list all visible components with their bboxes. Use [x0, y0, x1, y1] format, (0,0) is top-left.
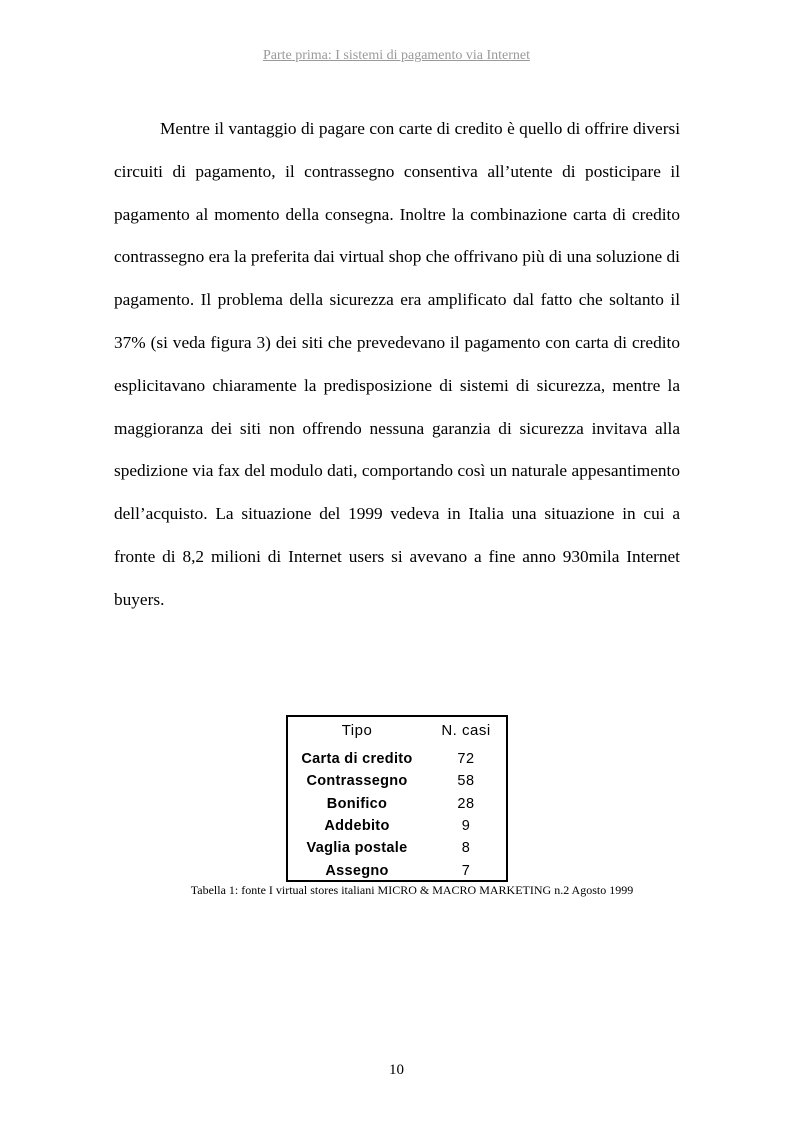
table-caption: Tabella 1: fonte I virtual stores italiani MICRO & MACRO MARKETING n.2 Agosto 1999 — [190, 883, 634, 897]
table-row — [288, 770, 506, 792]
cell-casi: 8 — [461, 840, 471, 857]
cell-casi: 9 — [461, 818, 471, 835]
cell-tipo: Vaglia postale — [306, 840, 408, 857]
table-row — [288, 815, 506, 837]
cell-tipo: Carta di credito — [301, 751, 413, 768]
table-header-row — [288, 717, 506, 744]
header-n-casi: N. casi — [441, 722, 491, 739]
cell-casi: 72 — [457, 751, 475, 768]
cell-tipo: Bonifico — [326, 795, 388, 812]
table-row — [288, 748, 506, 770]
cell-casi: 28 — [457, 795, 475, 812]
table-row — [288, 837, 506, 859]
cell-tipo: Assegno — [325, 862, 389, 879]
table-row — [288, 793, 506, 815]
page-number: 10 — [389, 1062, 404, 1078]
table-row — [288, 859, 506, 881]
cell-casi: 7 — [461, 862, 471, 879]
header-tipo: Tipo — [341, 722, 373, 739]
cell-tipo: Addebito — [324, 818, 390, 835]
running-header: Parte prima: I sistemi di pagamento via Internet — [262, 48, 531, 63]
body-paragraph: Mentre il vantaggio di pagare con carte di credito è quello di offrire diversi circuiti di pagamento, il contrassegno consentiva all’utente di posticipare il pagamento al momento della consegna. Inoltre la combinazione carta di credito contrassegno era la preferita dai virtual shop che offrivano più di una soluzione di pagamento. Il problema della sicurezza era amplificato dal fatto che soltanto il 37% (si veda figura 3) dei siti che prevedevano il pagamento con carta di credito esplicitavano chiaramente la predisposizione di sistemi di sicurezza, mentre la maggioranza dei siti non offrendo nessuna garanzia di sicurezza invitava alla spedizione via fax del modulo dati, comportando così un naturale appesantimento dell’acquisto. La situazione del 1999 vedeva in Italia una situazione in cui a fronte di 8,2 milioni di Internet users si avevano a fine anno 930mila Internet buyers. — [114, 119, 680, 609]
payment-methods-table — [286, 715, 508, 882]
cell-tipo: Contrassegno — [306, 773, 408, 790]
cell-casi: 58 — [457, 773, 475, 790]
